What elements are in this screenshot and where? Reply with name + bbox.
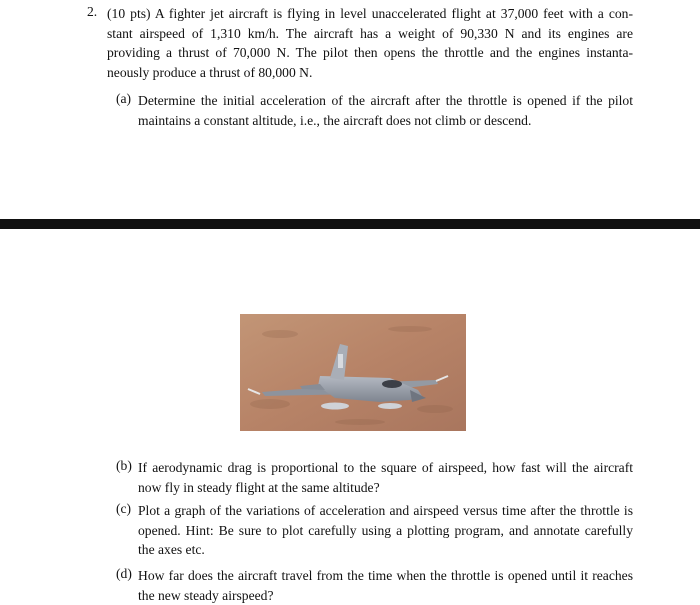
part-c-text: [138, 501, 633, 560]
part-b-label: (b): [116, 458, 132, 474]
intro-line: stant airspeed of 1,310 km/h. The aircraft has a weight of 90,330 N and its engines are: [107, 24, 633, 44]
part-c-line: Plot a graph of the variations of acceleration and airspeed versus time after the throttle is: [138, 501, 633, 521]
part-c-line: the axes etc.: [138, 540, 633, 560]
part-a-line: Determine the initial acceleration of the aircraft after the throttle is opened if the pilot: [138, 91, 633, 111]
part-d-line: the new steady airspeed?: [138, 586, 633, 605]
part-b-line: If aerodynamic drag is proportional to the square of airspeed, how fast will the aircraft: [138, 458, 633, 478]
part-a-text: [138, 91, 633, 130]
part-a-line: maintains a constant altitude, i.e., the aircraft does not climb or descend.: [138, 111, 633, 131]
part-a-label: (a): [116, 91, 131, 107]
part-c-line: opened. Hint: Be sure to plot carefully using a plotting program, and annotate carefully: [138, 521, 633, 541]
page-divider: [0, 219, 700, 229]
intro-line: providing a thrust of 70,000 N. The pilot then opens the throttle and the engines instanta-: [107, 43, 633, 63]
part-b-text: [138, 458, 633, 497]
part-d-text: [138, 566, 633, 605]
part-d-label: (d): [116, 566, 132, 582]
fighter-jet-image: [240, 314, 466, 431]
part-b-line: now fly in steady flight at the same altitude?: [138, 478, 633, 498]
question-intro: [107, 4, 633, 82]
intro-line: neously produce a thrust of 80,000 N.: [107, 63, 633, 83]
intro-line: (10 pts) A fighter jet aircraft is flying in level unaccelerated flight at 37,000 feet with a con-: [107, 4, 633, 24]
part-c-label: (c): [116, 501, 131, 517]
question-number: 2.: [87, 4, 97, 20]
part-d-line: How far does the aircraft travel from the time when the throttle is opened until it reaches: [138, 566, 633, 586]
fighter-jet-photo: [240, 314, 466, 431]
